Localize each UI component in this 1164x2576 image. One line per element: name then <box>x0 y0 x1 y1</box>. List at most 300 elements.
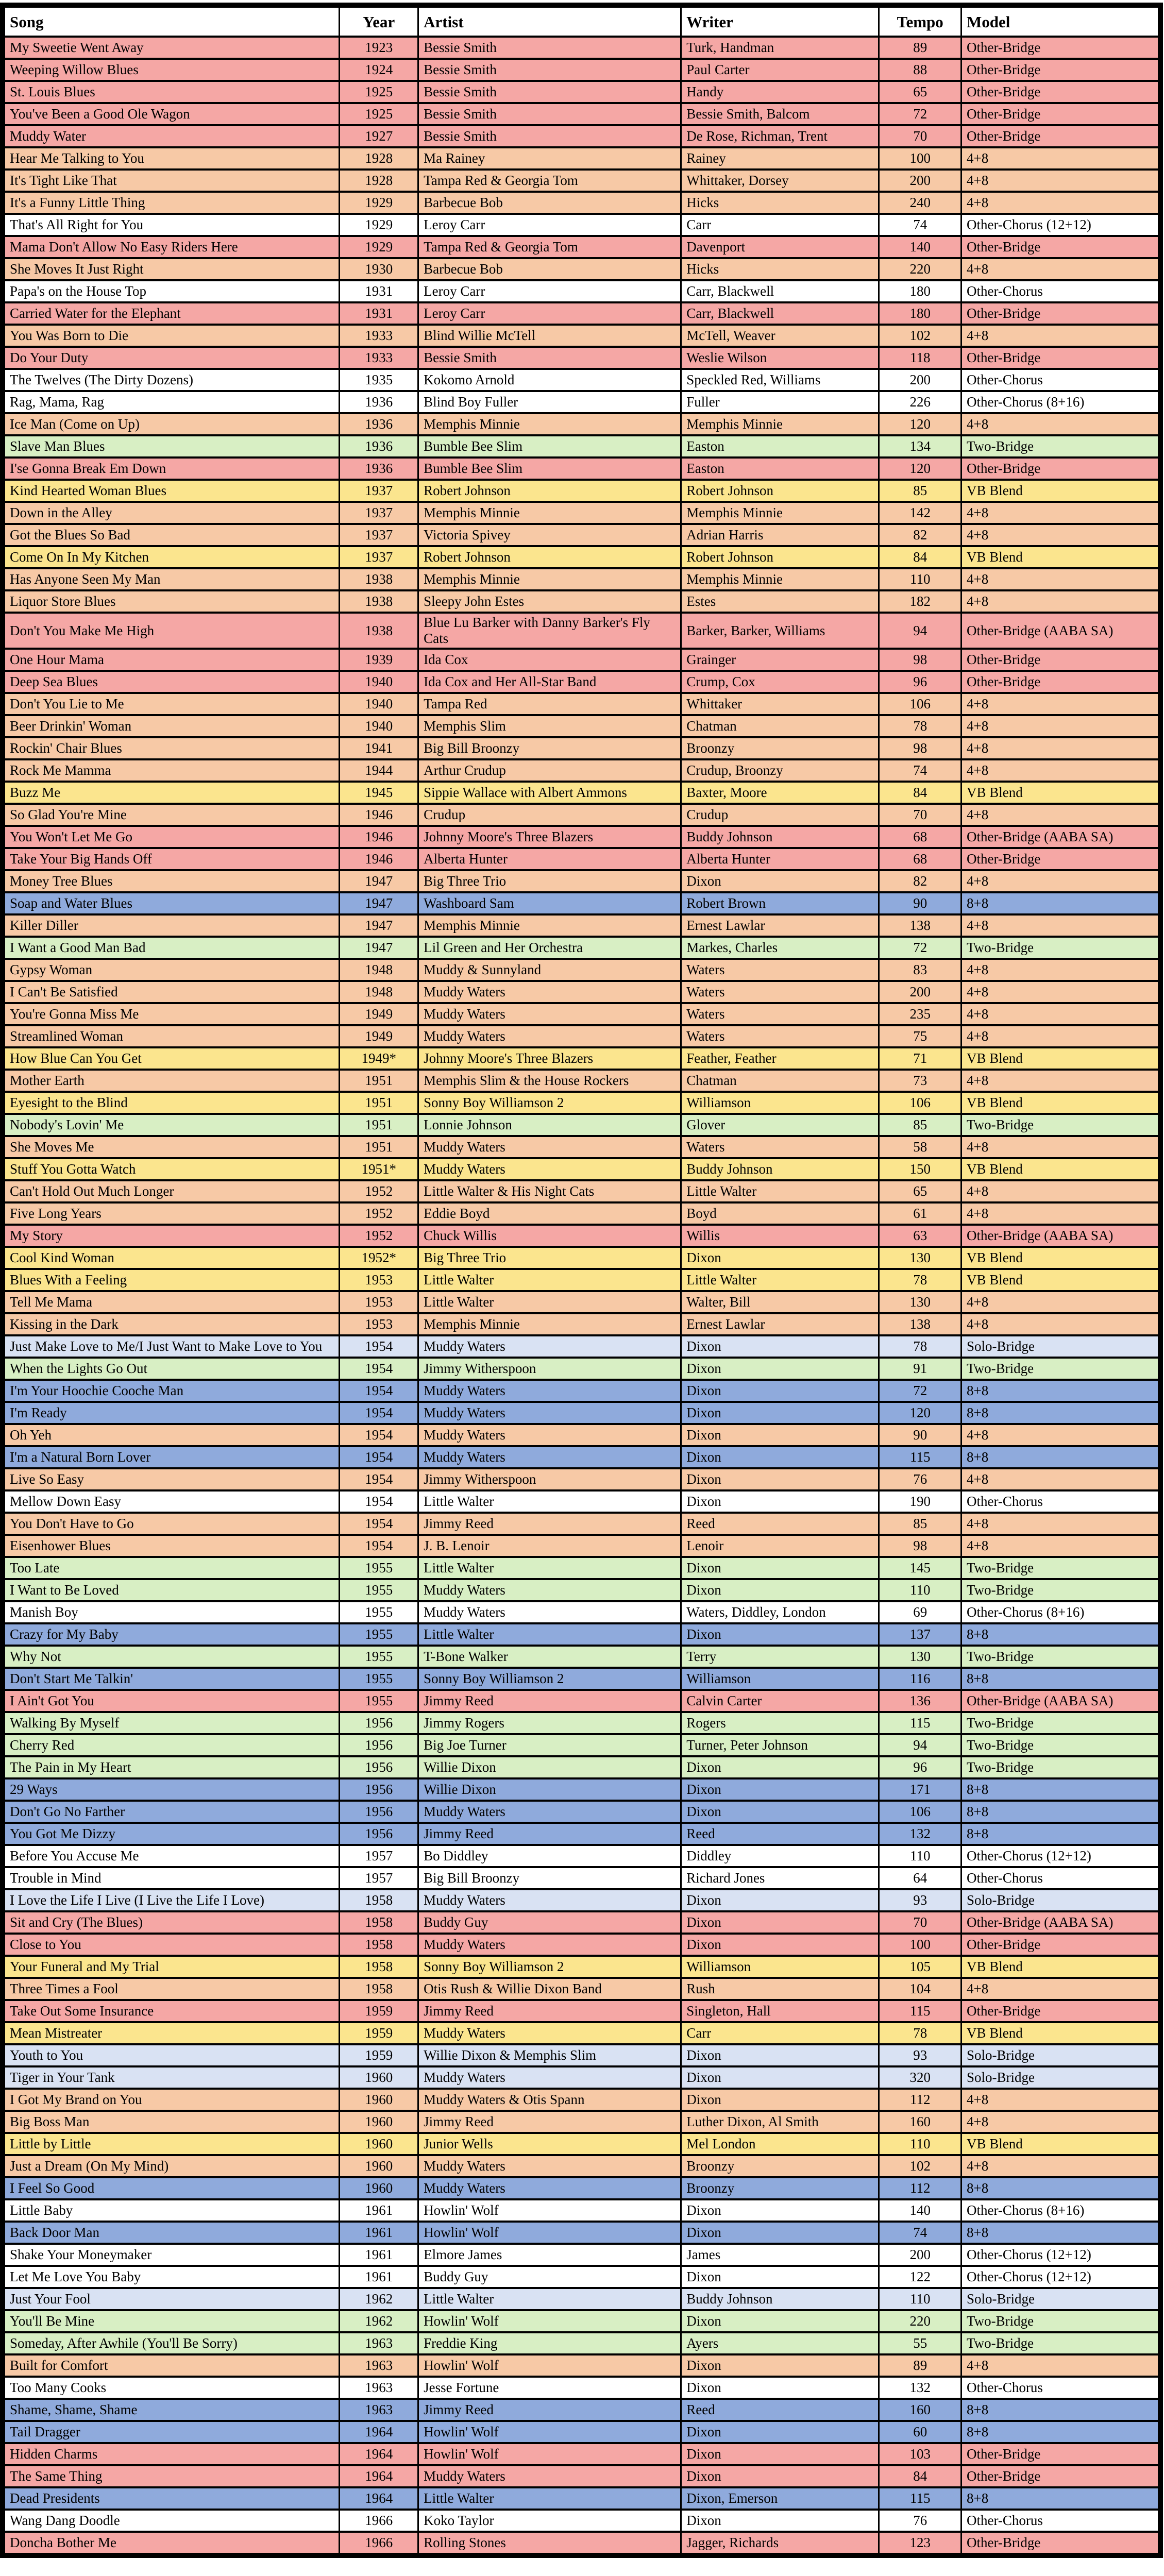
cell-song[interactable]: Take Your Big Hands Off <box>3 848 340 870</box>
cell-model[interactable]: 8+8 <box>961 1778 1160 1801</box>
cell-tempo[interactable]: 112 <box>879 2177 961 2199</box>
cell-writer[interactable]: Dixon <box>681 2066 879 2089</box>
cell-writer[interactable]: Waters <box>681 981 879 1003</box>
cell-model[interactable]: VB Blend <box>961 2133 1160 2155</box>
cell-artist[interactable]: Little Walter & His Night Cats <box>418 1180 681 1202</box>
cell-model[interactable]: 4+8 <box>961 590 1160 613</box>
cell-year[interactable]: 1945 <box>340 782 418 804</box>
cell-model[interactable]: Other-Bridge (AABA SA) <box>961 1225 1160 1247</box>
cell-artist[interactable]: Barbecue Bob <box>418 258 681 280</box>
cell-writer[interactable]: Waters <box>681 1136 879 1158</box>
cell-year[interactable]: 1955 <box>340 1557 418 1579</box>
cell-tempo[interactable]: 120 <box>879 457 961 480</box>
cell-year[interactable]: 1961 <box>340 2244 418 2266</box>
cell-song[interactable]: You'll Be Mine <box>3 2310 340 2332</box>
cell-writer[interactable]: Dixon <box>681 2421 879 2443</box>
cell-tempo[interactable]: 130 <box>879 1247 961 1269</box>
cell-artist[interactable]: Big Bill Broonzy <box>418 737 681 759</box>
cell-song[interactable]: You Don't Have to Go <box>3 1513 340 1535</box>
cell-tempo[interactable]: 72 <box>879 937 961 959</box>
cell-tempo[interactable]: 200 <box>879 170 961 192</box>
cell-song[interactable]: Manish Boy <box>3 1601 340 1623</box>
cell-song[interactable]: Money Tree Blues <box>3 870 340 892</box>
cell-writer[interactable]: Dixon <box>681 1557 879 1579</box>
cell-model[interactable]: Other-Chorus <box>961 1490 1160 1513</box>
cell-song[interactable]: Three Times a Fool <box>3 1978 340 2000</box>
cell-year[interactable]: 1955 <box>340 1601 418 1623</box>
cell-artist[interactable]: Muddy & Sunnyland <box>418 959 681 981</box>
cell-model[interactable]: 4+8 <box>961 1468 1160 1490</box>
cell-writer[interactable]: Waters <box>681 1025 879 1047</box>
cell-year[interactable]: 1961 <box>340 2199 418 2222</box>
cell-song[interactable]: Mean Mistreater <box>3 2022 340 2044</box>
cell-song[interactable]: Soap and Water Blues <box>3 892 340 914</box>
cell-song[interactable]: Crazy for My Baby <box>3 1623 340 1646</box>
cell-writer[interactable]: Dixon <box>681 2443 879 2465</box>
cell-year[interactable]: 1936 <box>340 391 418 413</box>
cell-tempo[interactable]: 140 <box>879 236 961 258</box>
cell-song[interactable]: Carried Water for the Elephant <box>3 302 340 325</box>
cell-artist[interactable]: Alberta Hunter <box>418 848 681 870</box>
cell-tempo[interactable]: 60 <box>879 2421 961 2443</box>
cell-writer[interactable]: Dixon <box>681 1801 879 1823</box>
cell-writer[interactable]: Speckled Red, Williams <box>681 369 879 391</box>
cell-artist[interactable]: Memphis Minnie <box>418 1313 681 1335</box>
cell-year[interactable]: 1961 <box>340 2222 418 2244</box>
cell-writer[interactable]: McTell, Weaver <box>681 325 879 347</box>
cell-writer[interactable]: Chatman <box>681 715 879 737</box>
cell-tempo[interactable]: 142 <box>879 502 961 524</box>
cell-writer[interactable]: Broonzy <box>681 737 879 759</box>
cell-artist[interactable]: Bessie Smith <box>418 347 681 369</box>
cell-writer[interactable]: Dixon <box>681 2510 879 2532</box>
cell-artist[interactable]: Bessie Smith <box>418 103 681 125</box>
cell-writer[interactable]: Feather, Feather <box>681 1047 879 1070</box>
cell-song[interactable]: Beer Drinkin' Woman <box>3 715 340 737</box>
cell-year[interactable]: 1963 <box>340 2332 418 2354</box>
cell-model[interactable]: VB Blend <box>961 546 1160 568</box>
cell-tempo[interactable]: 103 <box>879 2443 961 2465</box>
cell-artist[interactable]: Ida Cox <box>418 649 681 671</box>
cell-model[interactable]: Other-Chorus <box>961 1867 1160 1889</box>
cell-model[interactable]: 8+8 <box>961 2222 1160 2244</box>
cell-model[interactable]: Other-Bridge <box>961 457 1160 480</box>
cell-writer[interactable]: Carr, Blackwell <box>681 280 879 302</box>
cell-writer[interactable]: Walter, Bill <box>681 1291 879 1313</box>
cell-model[interactable]: 4+8 <box>961 502 1160 524</box>
cell-tempo[interactable]: 200 <box>879 2244 961 2266</box>
cell-tempo[interactable]: 70 <box>879 804 961 826</box>
cell-model[interactable]: Other-Bridge <box>961 302 1160 325</box>
cell-artist[interactable]: Jimmy Witherspoon <box>418 1468 681 1490</box>
cell-tempo[interactable]: 110 <box>879 1579 961 1601</box>
cell-artist[interactable]: Bo Diddley <box>418 1845 681 1867</box>
cell-year[interactable]: 1954 <box>340 1402 418 1424</box>
cell-model[interactable]: 4+8 <box>961 1535 1160 1557</box>
cell-artist[interactable]: Muddy Waters <box>418 2155 681 2177</box>
cell-writer[interactable]: Easton <box>681 435 879 457</box>
cell-artist[interactable]: Memphis Minnie <box>418 413 681 435</box>
cell-tempo[interactable]: 65 <box>879 81 961 103</box>
cell-tempo[interactable]: 180 <box>879 280 961 302</box>
cell-model[interactable]: Other-Chorus (12+12) <box>961 214 1160 236</box>
cell-artist[interactable]: Muddy Waters <box>418 1402 681 1424</box>
cell-writer[interactable]: Dixon <box>681 1934 879 1956</box>
cell-year[interactable]: 1931 <box>340 302 418 325</box>
cell-writer[interactable]: Dixon <box>681 1446 879 1468</box>
cell-song[interactable]: Close to You <box>3 1934 340 1956</box>
cell-artist[interactable]: Little Walter <box>418 1490 681 1513</box>
cell-song[interactable]: Stuff You Gotta Watch <box>3 1158 340 1180</box>
cell-artist[interactable]: Jimmy Reed <box>418 2000 681 2022</box>
cell-year[interactable]: 1964 <box>340 2465 418 2487</box>
cell-year[interactable]: 1960 <box>340 2089 418 2111</box>
cell-model[interactable]: VB Blend <box>961 2022 1160 2044</box>
cell-song[interactable]: Mellow Down Easy <box>3 1490 340 1513</box>
cell-song[interactable]: Just Your Fool <box>3 2288 340 2310</box>
cell-artist[interactable]: Big Bill Broonzy <box>418 1867 681 1889</box>
cell-year[interactable]: 1927 <box>340 125 418 147</box>
cell-year[interactable]: 1936 <box>340 457 418 480</box>
cell-artist[interactable]: Koko Taylor <box>418 2510 681 2532</box>
cell-song[interactable]: Tell Me Mama <box>3 1291 340 1313</box>
cell-artist[interactable]: Muddy Waters <box>418 1335 681 1358</box>
cell-song[interactable]: Too Many Cooks <box>3 2377 340 2399</box>
cell-year[interactable]: 1963 <box>340 2377 418 2399</box>
cell-artist[interactable]: Howlin' Wolf <box>418 2199 681 2222</box>
cell-artist[interactable]: Sonny Boy Williamson 2 <box>418 1092 681 1114</box>
cell-model[interactable]: VB Blend <box>961 480 1160 502</box>
cell-song[interactable]: I Love the Life I Live (I Live the Life I Love) <box>3 1889 340 1911</box>
cell-artist[interactable]: Big Joe Turner <box>418 1734 681 1756</box>
cell-year[interactable]: 1958 <box>340 1911 418 1934</box>
cell-year[interactable]: 1958 <box>340 1956 418 1978</box>
cell-artist[interactable]: Eddie Boyd <box>418 1202 681 1225</box>
cell-tempo[interactable]: 98 <box>879 649 961 671</box>
cell-writer[interactable]: Rainey <box>681 147 879 170</box>
cell-song[interactable]: My Sweetie Went Away <box>3 37 340 59</box>
cell-song[interactable]: So Glad You're Mine <box>3 804 340 826</box>
cell-writer[interactable]: Dixon <box>681 2222 879 2244</box>
cell-year[interactable]: 1930 <box>340 258 418 280</box>
cell-model[interactable]: Other-Bridge <box>961 103 1160 125</box>
column-header-model[interactable]: Model <box>961 5 1160 37</box>
cell-writer[interactable]: Memphis Minnie <box>681 568 879 590</box>
cell-writer[interactable]: Robert Johnson <box>681 480 879 502</box>
cell-year[interactable]: 1957 <box>340 1867 418 1889</box>
cell-artist[interactable]: Jimmy Reed <box>418 1513 681 1535</box>
cell-song[interactable]: Little by Little <box>3 2133 340 2155</box>
cell-song[interactable]: I Can't Be Satisfied <box>3 981 340 1003</box>
cell-tempo[interactable]: 89 <box>879 37 961 59</box>
cell-model[interactable]: 8+8 <box>961 1801 1160 1823</box>
cell-model[interactable]: Other-Chorus <box>961 2377 1160 2399</box>
cell-song[interactable]: Cool Kind Woman <box>3 1247 340 1269</box>
cell-song[interactable]: Liquor Store Blues <box>3 590 340 613</box>
cell-year[interactable]: 1959 <box>340 2000 418 2022</box>
cell-artist[interactable]: Blind Willie McTell <box>418 325 681 347</box>
cell-tempo[interactable]: 110 <box>879 568 961 590</box>
cell-year[interactable]: 1952 <box>340 1202 418 1225</box>
column-header-writer[interactable]: Writer <box>681 5 879 37</box>
cell-model[interactable]: Two-Bridge <box>961 2310 1160 2332</box>
cell-tempo[interactable]: 78 <box>879 715 961 737</box>
cell-tempo[interactable]: 72 <box>879 103 961 125</box>
cell-song[interactable]: Killer Diller <box>3 914 340 937</box>
cell-writer[interactable]: De Rose, Richman, Trent <box>681 125 879 147</box>
cell-artist[interactable]: Little Walter <box>418 2288 681 2310</box>
cell-artist[interactable]: Muddy Waters <box>418 1446 681 1468</box>
cell-artist[interactable]: Memphis Minnie <box>418 502 681 524</box>
cell-tempo[interactable]: 145 <box>879 1557 961 1579</box>
cell-song[interactable]: 29 Ways <box>3 1778 340 1801</box>
cell-writer[interactable]: Calvin Carter <box>681 1690 879 1712</box>
cell-model[interactable]: 4+8 <box>961 715 1160 737</box>
cell-tempo[interactable]: 89 <box>879 2354 961 2377</box>
cell-tempo[interactable]: 106 <box>879 693 961 715</box>
cell-model[interactable]: Other-Bridge (AABA SA) <box>961 1690 1160 1712</box>
cell-model[interactable]: Two-Bridge <box>961 1358 1160 1380</box>
cell-song[interactable]: The Pain in My Heart <box>3 1756 340 1778</box>
cell-model[interactable]: Other-Bridge <box>961 81 1160 103</box>
cell-year[interactable]: 1962 <box>340 2288 418 2310</box>
cell-writer[interactable]: Reed <box>681 1513 879 1535</box>
cell-model[interactable]: Two-Bridge <box>961 1712 1160 1734</box>
cell-tempo[interactable]: 71 <box>879 1047 961 1070</box>
cell-model[interactable]: Other-Bridge <box>961 125 1160 147</box>
cell-writer[interactable]: Hicks <box>681 258 879 280</box>
cell-artist[interactable]: Muddy Waters <box>418 1934 681 1956</box>
cell-tempo[interactable]: 102 <box>879 2155 961 2177</box>
cell-song[interactable]: I'm a Natural Born Lover <box>3 1446 340 1468</box>
cell-year[interactable]: 1952 <box>340 1225 418 1247</box>
cell-year[interactable]: 1951* <box>340 1158 418 1180</box>
cell-model[interactable]: 8+8 <box>961 1668 1160 1690</box>
cell-writer[interactable]: Dixon <box>681 2354 879 2377</box>
cell-model[interactable]: Solo-Bridge <box>961 2288 1160 2310</box>
cell-model[interactable]: 4+8 <box>961 1136 1160 1158</box>
cell-song[interactable]: I Ain't Got You <box>3 1690 340 1712</box>
cell-year[interactable]: 1954 <box>340 1513 418 1535</box>
cell-song[interactable]: Live So Easy <box>3 1468 340 1490</box>
cell-writer[interactable]: Rush <box>681 1978 879 2000</box>
cell-model[interactable]: Other-Bridge <box>961 2443 1160 2465</box>
cell-song[interactable]: Streamlined Woman <box>3 1025 340 1047</box>
cell-year[interactable]: 1924 <box>340 59 418 81</box>
cell-song[interactable]: You're Gonna Miss Me <box>3 1003 340 1025</box>
cell-year[interactable]: 1949 <box>340 1025 418 1047</box>
cell-tempo[interactable]: 64 <box>879 1867 961 1889</box>
cell-model[interactable]: Other-Bridge <box>961 59 1160 81</box>
cell-tempo[interactable]: 61 <box>879 1202 961 1225</box>
cell-artist[interactable]: Kokomo Arnold <box>418 369 681 391</box>
cell-tempo[interactable]: 200 <box>879 981 961 1003</box>
cell-artist[interactable]: Jimmy Reed <box>418 2399 681 2421</box>
cell-writer[interactable]: Broonzy <box>681 2177 879 2199</box>
cell-model[interactable]: VB Blend <box>961 1092 1160 1114</box>
cell-model[interactable]: Two-Bridge <box>961 1756 1160 1778</box>
cell-model[interactable]: 8+8 <box>961 1402 1160 1424</box>
cell-song[interactable]: Hear Me Talking to You <box>3 147 340 170</box>
cell-artist[interactable]: Big Three Trio <box>418 1247 681 1269</box>
cell-year[interactable]: 1955 <box>340 1646 418 1668</box>
cell-year[interactable]: 1960 <box>340 2066 418 2089</box>
cell-writer[interactable]: Dixon <box>681 1402 879 1424</box>
cell-artist[interactable]: Willie Dixon <box>418 1756 681 1778</box>
cell-tempo[interactable]: 220 <box>879 2310 961 2332</box>
cell-writer[interactable]: Rogers <box>681 1712 879 1734</box>
cell-tempo[interactable]: 160 <box>879 2111 961 2133</box>
cell-song[interactable]: Blues With a Feeling <box>3 1269 340 1291</box>
cell-tempo[interactable]: 137 <box>879 1623 961 1646</box>
cell-model[interactable]: 4+8 <box>961 759 1160 782</box>
cell-writer[interactable]: Buddy Johnson <box>681 2288 879 2310</box>
cell-year[interactable]: 1929 <box>340 236 418 258</box>
cell-artist[interactable]: Little Walter <box>418 2487 681 2510</box>
cell-writer[interactable]: Dixon <box>681 1468 879 1490</box>
cell-writer[interactable]: Whittaker, Dorsey <box>681 170 879 192</box>
cell-model[interactable]: Other-Bridge (AABA SA) <box>961 613 1160 649</box>
cell-year[interactable]: 1954 <box>340 1446 418 1468</box>
cell-writer[interactable]: Chatman <box>681 1070 879 1092</box>
cell-year[interactable]: 1956 <box>340 1712 418 1734</box>
cell-tempo[interactable]: 94 <box>879 613 961 649</box>
cell-artist[interactable]: Muddy Waters <box>418 1889 681 1911</box>
cell-writer[interactable]: Robert Brown <box>681 892 879 914</box>
cell-model[interactable]: 4+8 <box>961 258 1160 280</box>
cell-artist[interactable]: Howlin' Wolf <box>418 2354 681 2377</box>
cell-year[interactable]: 1954 <box>340 1424 418 1446</box>
cell-artist[interactable]: Ida Cox and Her All-Star Band <box>418 671 681 693</box>
cell-writer[interactable]: Alberta Hunter <box>681 848 879 870</box>
cell-year[interactable]: 1929 <box>340 214 418 236</box>
cell-year[interactable]: 1946 <box>340 804 418 826</box>
cell-writer[interactable]: Ayers <box>681 2332 879 2354</box>
cell-writer[interactable]: Crudup <box>681 804 879 826</box>
cell-song[interactable]: You Won't Let Me Go <box>3 826 340 848</box>
cell-model[interactable]: 8+8 <box>961 1623 1160 1646</box>
cell-artist[interactable]: Blind Boy Fuller <box>418 391 681 413</box>
cell-tempo[interactable]: 138 <box>879 1313 961 1335</box>
cell-song[interactable]: Someday, After Awhile (You'll Be Sorry) <box>3 2332 340 2354</box>
cell-artist[interactable]: Buddy Guy <box>418 1911 681 1934</box>
cell-tempo[interactable]: 190 <box>879 1490 961 1513</box>
cell-model[interactable]: 4+8 <box>961 870 1160 892</box>
cell-writer[interactable]: Dixon <box>681 2377 879 2399</box>
cell-artist[interactable]: Chuck Willis <box>418 1225 681 1247</box>
cell-year[interactable]: 1948 <box>340 959 418 981</box>
cell-song[interactable]: You've Been a Good Ole Wagon <box>3 103 340 125</box>
cell-year[interactable]: 1936 <box>340 435 418 457</box>
cell-writer[interactable]: Turk, Handman <box>681 37 879 59</box>
cell-model[interactable]: 4+8 <box>961 959 1160 981</box>
cell-year[interactable]: 1953 <box>340 1291 418 1313</box>
cell-tempo[interactable]: 106 <box>879 1092 961 1114</box>
cell-model[interactable]: Two-Bridge <box>961 1114 1160 1136</box>
cell-writer[interactable]: Memphis Minnie <box>681 502 879 524</box>
cell-tempo[interactable]: 132 <box>879 2377 961 2399</box>
cell-artist[interactable]: Memphis Minnie <box>418 568 681 590</box>
cell-writer[interactable]: Dixon <box>681 2266 879 2288</box>
cell-tempo[interactable]: 68 <box>879 848 961 870</box>
cell-song[interactable]: That's All Right for You <box>3 214 340 236</box>
cell-model[interactable]: 4+8 <box>961 524 1160 546</box>
cell-model[interactable]: 4+8 <box>961 1424 1160 1446</box>
cell-artist[interactable]: Leroy Carr <box>418 280 681 302</box>
cell-year[interactable]: 1964 <box>340 2487 418 2510</box>
cell-writer[interactable]: Handy <box>681 81 879 103</box>
cell-tempo[interactable]: 90 <box>879 1424 961 1446</box>
cell-tempo[interactable]: 104 <box>879 1978 961 2000</box>
cell-tempo[interactable]: 82 <box>879 524 961 546</box>
cell-tempo[interactable]: 200 <box>879 369 961 391</box>
cell-writer[interactable]: Whittaker <box>681 693 879 715</box>
cell-year[interactable]: 1928 <box>340 147 418 170</box>
cell-writer[interactable]: Dixon, Emerson <box>681 2487 879 2510</box>
cell-song[interactable]: Just a Dream (On My Mind) <box>3 2155 340 2177</box>
cell-writer[interactable]: Dixon <box>681 1490 879 1513</box>
cell-year[interactable]: 1938 <box>340 613 418 649</box>
cell-year[interactable]: 1956 <box>340 1734 418 1756</box>
cell-song[interactable]: Don't Start Me Talkin' <box>3 1668 340 1690</box>
cell-tempo[interactable]: 115 <box>879 2487 961 2510</box>
cell-year[interactable]: 1958 <box>340 1889 418 1911</box>
cell-song[interactable]: Tiger in Your Tank <box>3 2066 340 2089</box>
column-header-tempo[interactable]: Tempo <box>879 5 961 37</box>
cell-model[interactable]: VB Blend <box>961 782 1160 804</box>
cell-year[interactable]: 1929 <box>340 192 418 214</box>
cell-writer[interactable]: Memphis Minnie <box>681 413 879 435</box>
cell-model[interactable]: Other-Chorus <box>961 369 1160 391</box>
cell-tempo[interactable]: 84 <box>879 782 961 804</box>
cell-year[interactable]: 1963 <box>340 2399 418 2421</box>
cell-song[interactable]: Got the Blues So Bad <box>3 524 340 546</box>
cell-song[interactable]: Before You Accuse Me <box>3 1845 340 1867</box>
cell-artist[interactable]: Muddy Waters & Otis Spann <box>418 2089 681 2111</box>
cell-artist[interactable]: Barbecue Bob <box>418 192 681 214</box>
cell-artist[interactable]: Memphis Minnie <box>418 914 681 937</box>
cell-year[interactable]: 1963 <box>340 2354 418 2377</box>
cell-writer[interactable]: Dixon <box>681 2310 879 2332</box>
cell-song[interactable]: Don't You Make Me High <box>3 613 340 649</box>
cell-model[interactable]: Other-Chorus (12+12) <box>961 1845 1160 1867</box>
cell-tempo[interactable]: 72 <box>879 1380 961 1402</box>
cell-artist[interactable]: Muddy Waters <box>418 2177 681 2199</box>
cell-artist[interactable]: Washboard Sam <box>418 892 681 914</box>
cell-song[interactable]: Why Not <box>3 1646 340 1668</box>
cell-artist[interactable]: Howlin' Wolf <box>418 2443 681 2465</box>
cell-artist[interactable]: Freddie King <box>418 2332 681 2354</box>
cell-song[interactable]: Mama Don't Allow No Easy Riders Here <box>3 236 340 258</box>
cell-song[interactable]: My Story <box>3 1225 340 1247</box>
cell-artist[interactable]: Sleepy John Estes <box>418 590 681 613</box>
cell-tempo[interactable]: 132 <box>879 1823 961 1845</box>
cell-writer[interactable]: Dixon <box>681 870 879 892</box>
cell-year[interactable]: 1947 <box>340 937 418 959</box>
cell-model[interactable]: 4+8 <box>961 1180 1160 1202</box>
cell-year[interactable]: 1966 <box>340 2510 418 2532</box>
cell-song[interactable]: Built for Comfort <box>3 2354 340 2377</box>
cell-song[interactable]: I'm Your Hoochie Cooche Man <box>3 1380 340 1402</box>
cell-artist[interactable]: Little Walter <box>418 1269 681 1291</box>
cell-artist[interactable]: Rolling Stones <box>418 2532 681 2555</box>
cell-tempo[interactable]: 120 <box>879 1402 961 1424</box>
cell-song[interactable]: The Twelves (The Dirty Dozens) <box>3 369 340 391</box>
cell-model[interactable]: Other-Chorus (12+12) <box>961 2244 1160 2266</box>
cell-writer[interactable]: Dixon <box>681 2199 879 2222</box>
cell-year[interactable]: 1935 <box>340 369 418 391</box>
cell-year[interactable]: 1937 <box>340 524 418 546</box>
